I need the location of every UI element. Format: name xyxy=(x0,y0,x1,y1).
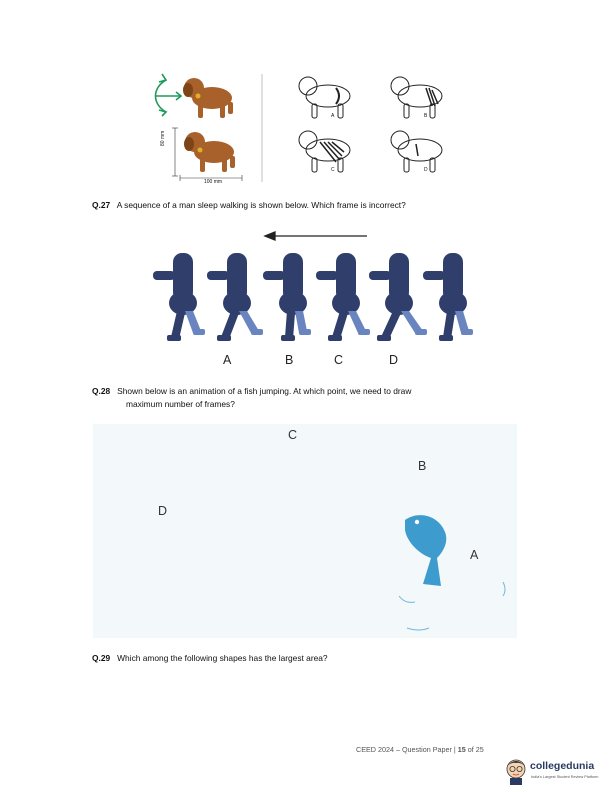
fish-animation-figure xyxy=(93,424,517,638)
dimension-width-label: 100 mm xyxy=(204,179,223,185)
brand-logo xyxy=(504,756,608,788)
point-b: B xyxy=(418,459,427,473)
question-28 xyxy=(92,385,552,411)
paper-label: CEED 2024 – Question Paper | xyxy=(356,745,456,754)
dimension-height-label: 80 mm xyxy=(160,130,166,146)
dog-brown-bottom xyxy=(184,132,235,172)
question-number: Q.28 xyxy=(92,386,111,396)
rotation-arrows-icon xyxy=(156,74,182,116)
question-text-line2: maximum number of frames? xyxy=(126,399,235,409)
dog-figure-svg xyxy=(150,66,470,186)
brand-tagline: India's Largest Student Review Platform xyxy=(531,775,599,779)
dog-option-c: C xyxy=(331,167,335,173)
brand-name: collegedunia xyxy=(530,760,595,772)
point-d: D xyxy=(158,504,168,518)
walker-frame-1 xyxy=(153,253,205,341)
frame-label-d: D xyxy=(389,353,399,367)
dog-brown-top xyxy=(183,78,233,118)
page-current: 15 xyxy=(457,745,466,754)
walker-frame-3 xyxy=(263,253,311,341)
frame-label-b: B xyxy=(285,353,294,367)
dog-option-b: B xyxy=(424,113,428,119)
dog-outline-d xyxy=(391,131,442,172)
walker-frame-2 xyxy=(207,253,263,341)
page-total: of 25 xyxy=(465,745,484,754)
point-a: A xyxy=(470,548,479,562)
direction-arrow-icon xyxy=(265,232,367,240)
question-text: Which among the following shapes has the largest area? xyxy=(117,653,328,663)
question-number: Q.29 xyxy=(92,653,111,663)
fish-icon xyxy=(405,515,446,586)
dog-option-d: D xyxy=(424,167,428,173)
sleepwalk-figure xyxy=(135,225,485,375)
walker-frame-5 xyxy=(369,253,427,341)
walker-figures xyxy=(153,253,473,341)
dog-outline-c xyxy=(299,131,350,172)
dog-outline-a xyxy=(299,77,350,118)
dog-outline-b xyxy=(391,77,442,118)
question-number: Q.27 xyxy=(92,200,111,210)
walker-frame-6 xyxy=(423,253,473,341)
walker-frame-4 xyxy=(316,253,370,341)
fish-svg xyxy=(93,424,517,638)
question-29 xyxy=(92,652,552,665)
frame-label-a: A xyxy=(223,353,232,367)
question-27 xyxy=(92,199,552,212)
mascot-icon xyxy=(504,756,528,786)
dog-option-a: A xyxy=(331,113,335,119)
question-text: A sequence of a man sleep walking is shown below. Which frame is incorrect? xyxy=(116,200,406,210)
dog-figure xyxy=(150,66,470,186)
point-c: C xyxy=(288,428,298,442)
frame-label-c: C xyxy=(334,353,344,367)
water-splash xyxy=(399,582,505,630)
footer-page-info xyxy=(356,745,484,754)
sleepwalk-figure-svg xyxy=(135,225,485,375)
question-text-line1: Shown below is an animation of a fish jumping. At which point, we need to draw xyxy=(117,386,412,396)
